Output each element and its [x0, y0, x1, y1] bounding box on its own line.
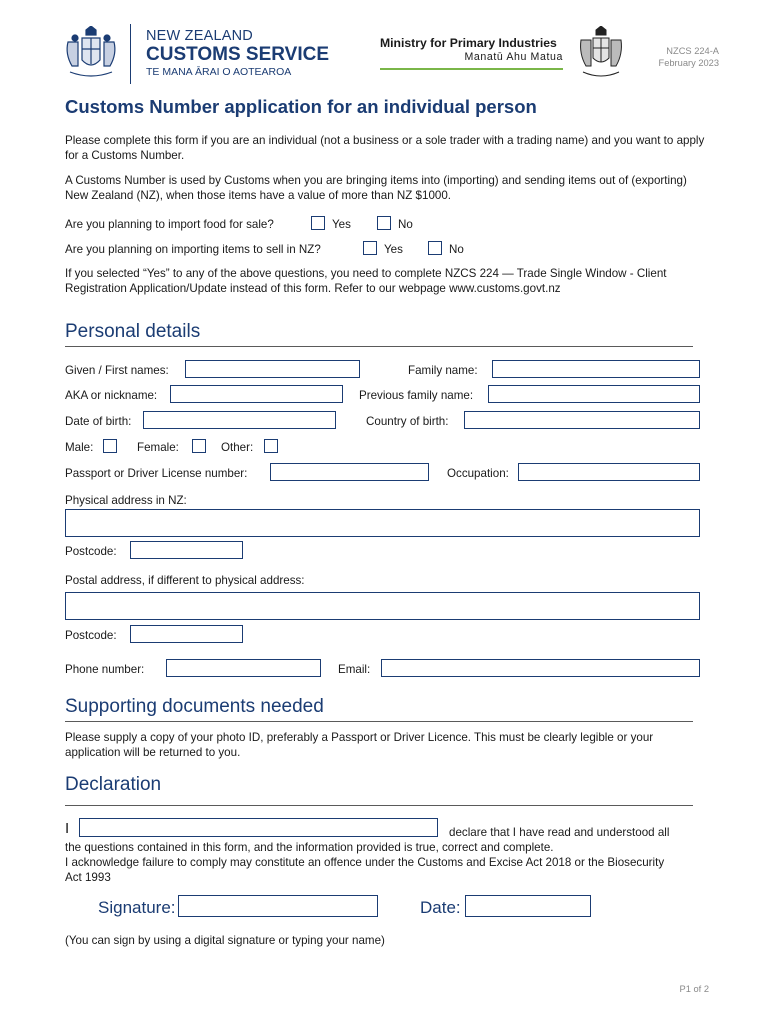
postal-postcode-field[interactable] — [130, 625, 243, 643]
question-import-food: Are you planning to import food for sale? — [65, 218, 274, 231]
customs-crest-logo — [62, 26, 120, 80]
mpi-logo — [380, 36, 563, 70]
passport-field[interactable] — [270, 463, 429, 481]
dob-label: Date of birth: — [65, 415, 132, 428]
page-title: Customs Number application for an individual person — [65, 96, 537, 117]
mpi-logo-line1: Ministry for Primary Industries — [380, 36, 557, 50]
import-sell-no-label: No — [449, 243, 464, 256]
declaration-rule — [65, 805, 693, 806]
form-code: NZCS 224-A — [666, 46, 719, 56]
other-label: Other: — [221, 441, 254, 454]
personal-details-rule — [65, 346, 693, 347]
email-field[interactable] — [381, 659, 700, 677]
male-label: Male: — [65, 441, 94, 454]
postal-address-label: Postal address, if different to physical address: — [65, 574, 305, 587]
declarant-name-field[interactable] — [79, 818, 438, 837]
intro-paragraph-2: A Customs Number is used by Customs when you are bringing items into (importing) and sending items out of (exporting) New Zealand (NZ), when those items have a value of more than NZ $1000. — [65, 174, 687, 202]
aka-label: AKA or nickname: — [65, 389, 158, 402]
page-number: P1 of 2 — [679, 984, 709, 994]
nz-coat-of-arms-icon — [577, 26, 625, 80]
header-divider — [130, 24, 131, 84]
aka-field[interactable] — [170, 385, 343, 403]
form-date: February 2023 — [658, 58, 719, 68]
given-name-field[interactable] — [185, 360, 360, 378]
physical-postcode-label: Postcode: — [65, 545, 117, 558]
country-of-birth-label: Country of birth: — [366, 415, 449, 428]
personal-details-heading: Personal details — [65, 321, 201, 342]
phone-field[interactable] — [166, 659, 321, 677]
date-label: Date: — [420, 898, 461, 917]
male-checkbox[interactable] — [103, 439, 117, 453]
declaration-declare-text: declare that I have read and understood all — [449, 826, 670, 839]
customs-logo-line3: TE MANA ĀRAI O AOTEAROA — [146, 66, 292, 78]
family-name-label: Family name: — [408, 364, 478, 377]
previous-family-name-label: Previous family name: — [359, 389, 474, 402]
female-checkbox[interactable] — [192, 439, 206, 453]
given-name-label: Given / First names: — [65, 364, 169, 377]
import-sell-yes-checkbox[interactable] — [363, 241, 377, 255]
declaration-line-2: the questions contained in this form, and the information provided is true, correct and complete. — [65, 841, 554, 854]
dob-field[interactable] — [143, 411, 336, 429]
signature-label: Signature: — [98, 898, 176, 917]
supporting-documents-rule — [65, 721, 693, 722]
physical-address-field[interactable] — [65, 509, 700, 537]
declaration-line-3: I acknowledge failure to comply may constitute an offence under the Customs and Excise Act 2018 or the Biosecurity Act 1993 — [65, 856, 665, 884]
country-of-birth-field[interactable] — [464, 411, 700, 429]
import-sell-yes-label: Yes — [384, 243, 403, 256]
postal-address-field[interactable] — [65, 592, 700, 620]
physical-address-label: Physical address in NZ: — [65, 494, 187, 507]
passport-label: Passport or Driver License number: — [65, 467, 248, 480]
mpi-logo-underline — [380, 68, 563, 70]
declaration-heading: Declaration — [65, 774, 162, 795]
female-label: Female: — [137, 441, 179, 454]
customs-logo-line2: CUSTOMS SERVICE — [146, 44, 330, 65]
declaration-i: I — [65, 820, 70, 837]
occupation-label: Occupation: — [447, 467, 509, 480]
intro-paragraph-1: Please complete this form if you are an individual (not a business or a sole trader with a trading name) and you want to apply for a Customs Number. — [65, 134, 705, 162]
supporting-documents-text: Please supply a copy of your photo ID, preferably a Passport or Driver Licence. This must be clearly legible or your application will be returned to you. — [65, 731, 654, 759]
email-label: Email: — [338, 663, 371, 676]
mpi-logo-line2: Manatū Ahu Matua — [464, 51, 563, 63]
occupation-field[interactable] — [518, 463, 700, 481]
import-food-no-checkbox[interactable] — [377, 216, 391, 230]
signature-note: (You can sign by using a digital signature or typing your name) — [65, 934, 385, 947]
previous-family-name-field[interactable] — [488, 385, 700, 403]
import-food-yes-checkbox[interactable] — [311, 216, 325, 230]
customs-logo-text — [146, 29, 329, 79]
physical-postcode-field[interactable] — [130, 541, 243, 559]
question-import-sell: Are you planning on importing items to sell in NZ? — [65, 243, 321, 256]
import-food-yes-label: Yes — [332, 218, 351, 231]
intro-paragraph-3: If you selected “Yes” to any of the above questions, you need to complete NZCS 224 — Trade Single Window - Client Registration Application/Update instead of this form. Refer to our webpage www.customs.govt.nz — [65, 267, 667, 295]
customs-logo-line1: NEW ZEALAND — [146, 28, 253, 44]
phone-label: Phone number: — [65, 663, 145, 676]
family-name-field[interactable] — [492, 360, 700, 378]
postal-postcode-label: Postcode: — [65, 629, 117, 642]
supporting-documents-heading: Supporting documents needed — [65, 696, 324, 717]
date-field[interactable] — [465, 895, 591, 917]
signature-field[interactable] — [178, 895, 378, 917]
import-food-no-label: No — [398, 218, 413, 231]
import-sell-no-checkbox[interactable] — [428, 241, 442, 255]
other-checkbox[interactable] — [264, 439, 278, 453]
